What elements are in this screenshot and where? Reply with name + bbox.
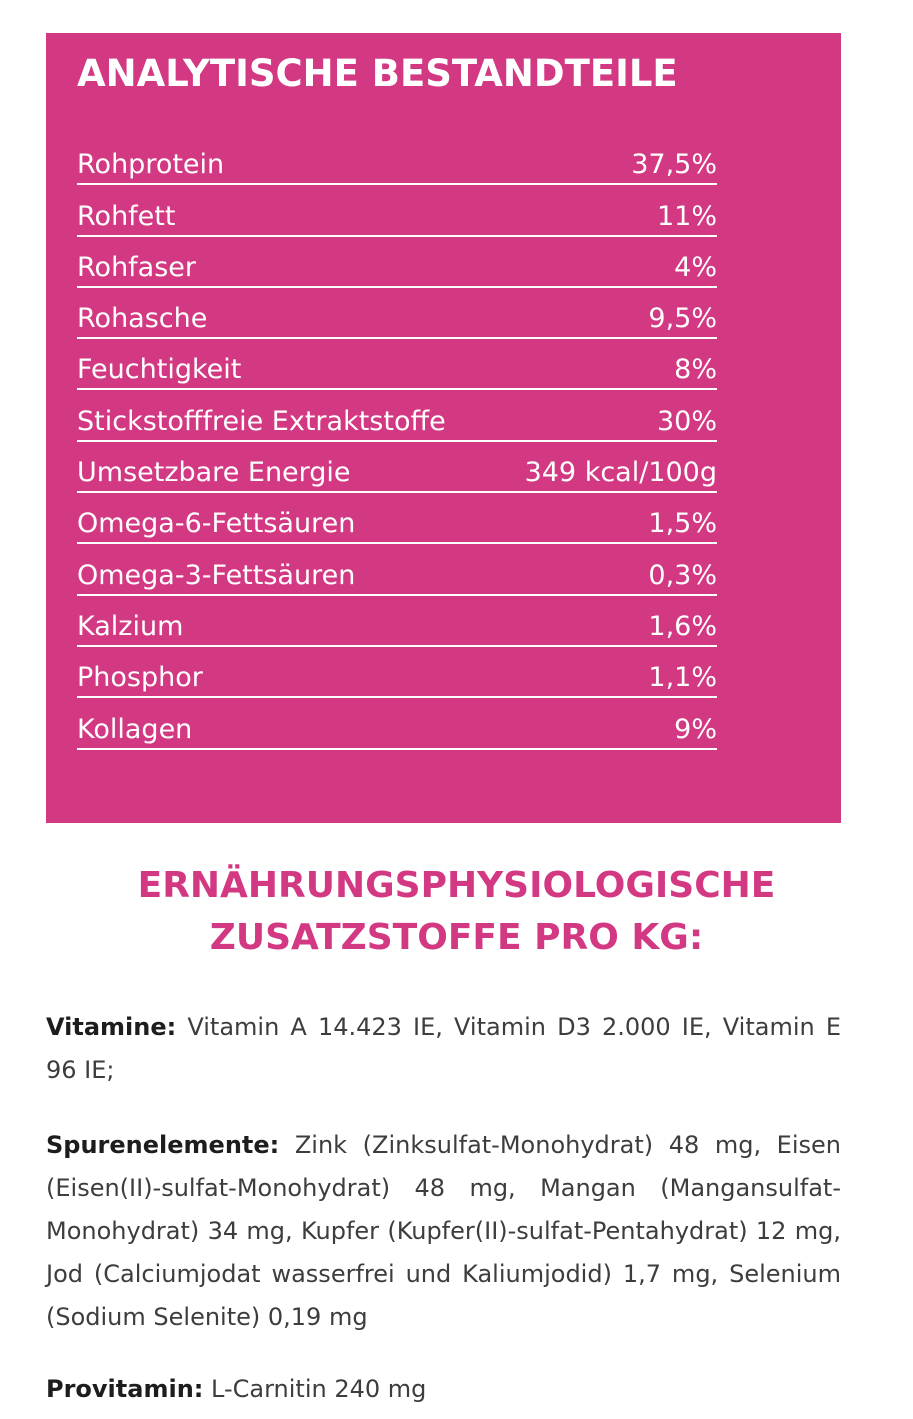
row-value: 349 kcal/100g bbox=[524, 457, 717, 489]
row-value: 1,5% bbox=[648, 508, 717, 540]
vitamins-paragraph bbox=[46, 1006, 841, 1092]
row-label: Umsetzbare Energie bbox=[77, 457, 351, 489]
table-row bbox=[77, 544, 717, 595]
provitamin-paragraph bbox=[46, 1368, 841, 1411]
row-label: Stickstofffreie Extraktstoffe bbox=[77, 405, 446, 437]
table-row bbox=[77, 185, 717, 236]
row-label: Rohfett bbox=[77, 200, 176, 232]
row-label: Feuchtigkeit bbox=[77, 354, 242, 386]
row-value: 30% bbox=[656, 405, 717, 437]
row-value: 9% bbox=[674, 713, 717, 745]
row-label: Rohfaser bbox=[77, 251, 197, 283]
row-value: 37,5% bbox=[631, 149, 717, 181]
row-label: Omega-3-Fettsäuren bbox=[77, 559, 356, 591]
row-value: 4% bbox=[674, 251, 717, 283]
row-value: 8% bbox=[674, 354, 717, 386]
analytics-title: ANALYTISCHE BESTANDTEILE bbox=[77, 52, 678, 95]
row-value: 11% bbox=[656, 200, 717, 232]
table-row bbox=[77, 493, 717, 544]
table-row bbox=[77, 596, 717, 647]
table-row bbox=[77, 288, 717, 339]
additives-heading bbox=[0, 860, 913, 964]
provitamin-label: Provitamin: bbox=[46, 1375, 204, 1403]
vitamins-text: Vitamin A 14.423 IE, Vitamin D3 2.000 IE, Vitamin E 96 IE; bbox=[46, 1013, 841, 1084]
additives-heading-line1: ERNÄHRUNGSPHYSIOLOGISCHE bbox=[137, 865, 776, 906]
row-value: 9,5% bbox=[648, 303, 717, 335]
table-row bbox=[77, 442, 717, 493]
analytics-table bbox=[77, 134, 717, 750]
trace-elements-label: Spurenelemente: bbox=[46, 1131, 280, 1159]
table-row bbox=[77, 339, 717, 390]
table-row bbox=[77, 237, 717, 288]
row-label: Phosphor bbox=[77, 662, 203, 694]
table-row bbox=[77, 390, 717, 441]
row-label: Omega-6-Fettsäuren bbox=[77, 508, 356, 540]
row-label: Kollagen bbox=[77, 713, 193, 745]
row-value: 1,1% bbox=[648, 662, 717, 694]
table-row bbox=[77, 134, 717, 185]
table-row bbox=[77, 698, 717, 749]
row-label: Rohasche bbox=[77, 303, 208, 335]
table-row bbox=[77, 647, 717, 698]
row-value: 0,3% bbox=[648, 559, 717, 591]
vitamins-label: Vitamine: bbox=[46, 1013, 177, 1041]
trace-elements-text: Zink (Zinksulfat-Monohydrat) 48 mg, Eisen (Eisen(II)-sulfat-Monohydrat) 48 mg, Mangan (Mangansulfat-Monohydrat) 34 mg, Kupfer (Kupfer(II)-sulfat-Pentahydrat) 12 mg, Jod (Calciumjodat wasserfrei und Kaliumjodid) 1,7 mg, Selenium (Sodium Selenite) 0,19 mg bbox=[46, 1131, 841, 1331]
row-value: 1,6% bbox=[648, 610, 717, 642]
row-label: Rohprotein bbox=[77, 149, 225, 181]
row-label: Kalzium bbox=[77, 610, 184, 642]
provitamin-text: L-Carnitin 240 mg bbox=[203, 1375, 427, 1403]
trace-elements-paragraph bbox=[46, 1124, 841, 1339]
additives-heading-line2: ZUSATZSTOFFE PRO KG: bbox=[209, 917, 704, 958]
